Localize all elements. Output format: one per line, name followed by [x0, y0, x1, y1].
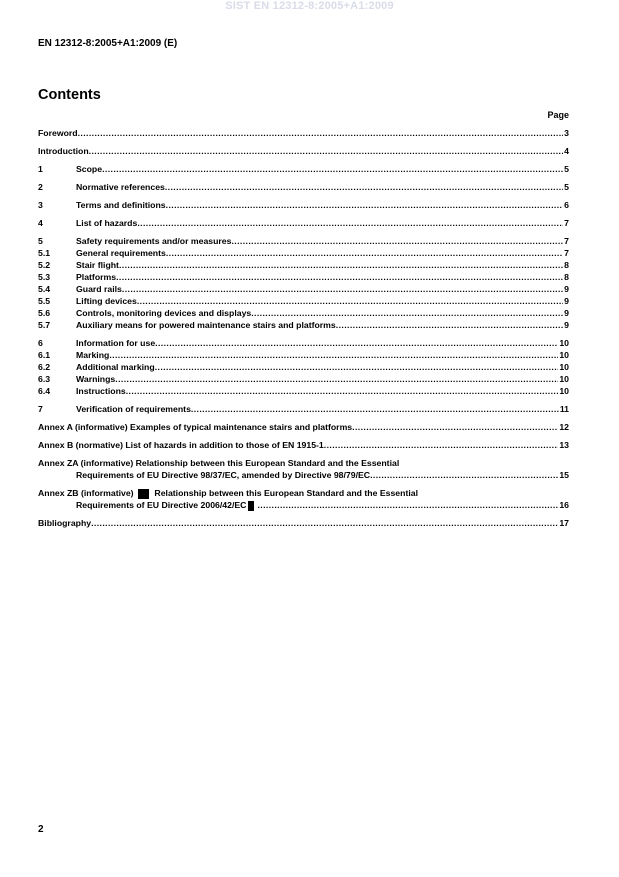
toc-entry-safety-requirements[interactable]	[38, 235, 569, 247]
toc-entry-page: 3	[564, 128, 569, 138]
toc-entry-stair-flight[interactable]	[38, 259, 569, 271]
toc-entry-terms-definitions[interactable]	[38, 199, 569, 211]
toc-entry-lifting-devices[interactable]	[38, 295, 569, 307]
toc-entry-page: 7	[564, 248, 569, 258]
toc-entry-number: 6	[38, 338, 43, 348]
toc-entry-text: List of hazards	[76, 218, 138, 228]
toc-entry-controls[interactable]	[38, 307, 569, 319]
dot-leader	[165, 181, 563, 193]
toc-entry-page: 9	[564, 284, 569, 294]
dot-leader	[166, 199, 564, 211]
dot-leader	[116, 271, 563, 283]
toc-entry-page: 12	[559, 422, 569, 432]
toc-entry-verification[interactable]	[38, 403, 569, 415]
toc-entry-page: 11	[559, 404, 569, 414]
dot-leader	[324, 439, 559, 451]
toc-entry-auxiliary-means[interactable]	[38, 319, 569, 331]
toc-entry-bibliography[interactable]	[38, 517, 569, 529]
toc-entry-text: Introduction	[38, 146, 89, 156]
watermark: SIST EN 12312-8:2005+A1:2009	[225, 0, 394, 12]
toc-entry-page: 9	[564, 296, 569, 306]
amendment-start-icon	[138, 489, 149, 499]
toc-entry-page: 5	[564, 182, 569, 192]
toc-entry-number: 6.2	[38, 362, 51, 372]
toc-entry-page: 4	[564, 146, 569, 156]
dot-leader	[89, 145, 563, 157]
toc-entry-page: 15	[559, 470, 569, 480]
dot-leader	[78, 127, 564, 139]
toc-entry-text: General requirements	[76, 248, 166, 258]
toc-entry-page: 5	[564, 164, 569, 174]
toc-entry-text: Stair flight	[76, 260, 119, 270]
toc-entry-page: 9	[564, 320, 569, 330]
toc-entry-page: 16	[559, 500, 569, 510]
dot-leader	[109, 349, 558, 361]
toc-entry-text: Relationship between this European Standard and the Essential	[154, 488, 418, 498]
toc-entry-warnings[interactable]	[38, 373, 569, 385]
dot-leader	[336, 319, 563, 331]
toc-entry-text: Annex B (normative) List of hazards in addition to those of EN 1915-1	[38, 440, 324, 450]
contents-title: Contents	[38, 87, 101, 103]
toc-entry-instructions[interactable]	[38, 385, 569, 397]
dot-leader	[166, 247, 563, 259]
document-id-header: EN 12312-8:2005+A1:2009 (E)	[38, 38, 178, 49]
toc-entry-text: Lifting devices	[76, 296, 137, 306]
toc-entry-list-of-hazards[interactable]	[38, 217, 569, 229]
toc-entry-guard-rails[interactable]	[38, 283, 569, 295]
toc-entry-text-continued: Requirements of EU Directive 2006/42/EC	[76, 500, 247, 510]
dot-leader	[122, 283, 563, 295]
page-number: 2	[38, 824, 44, 835]
dot-leader	[352, 421, 558, 433]
amendment-end-icon	[248, 501, 254, 511]
toc-entry-number: 4	[38, 218, 43, 228]
toc-entry-text: Scope	[76, 164, 103, 174]
toc-entry-text: Terms and definitions	[76, 200, 166, 210]
toc-entry-text: Annex ZA (informative) Relationship between this European Standard and the Essential	[38, 458, 400, 468]
toc-entry-scope[interactable]	[38, 163, 569, 175]
dot-leader	[191, 403, 559, 415]
dot-leader	[102, 163, 563, 175]
dot-leader	[231, 235, 563, 247]
toc-entry-text: Controls, monitoring devices and displays	[76, 308, 252, 318]
toc-entry-text: Additional marking	[76, 362, 155, 372]
toc-entry-normative-references[interactable]	[38, 181, 569, 193]
dot-leader	[155, 361, 559, 373]
toc-entry-text: Auxiliary means for powered maintenance stairs and platforms	[76, 320, 336, 330]
toc-entry-number: 6.3	[38, 374, 51, 384]
toc-entry-number: 2	[38, 182, 43, 192]
toc-entry-text: Instructions	[76, 386, 126, 396]
dot-leader	[115, 373, 558, 385]
toc-entry-text-continued: Requirements of EU Directive 98/37/EC, amended by Directive 98/79/EC	[76, 470, 371, 480]
table-of-contents	[38, 127, 569, 529]
toc-entry-number: 5.4	[38, 284, 51, 294]
toc-entry-text: Normative references	[76, 182, 165, 192]
toc-entry-introduction[interactable]	[38, 145, 569, 157]
toc-entry-page: 10	[559, 374, 569, 384]
toc-entry-text: Warnings	[76, 374, 116, 384]
toc-entry-text: Marking	[76, 350, 110, 360]
dot-leader	[155, 337, 558, 349]
toc-entry-additional-marking[interactable]	[38, 361, 569, 373]
toc-entry-number: 6.4	[38, 386, 51, 396]
toc-entry-platforms[interactable]	[38, 271, 569, 283]
toc-entry-number: 5.1	[38, 248, 51, 258]
toc-entry-page: 6	[564, 200, 569, 210]
toc-entry-number: 7	[38, 404, 43, 414]
toc-entry-number: 3	[38, 200, 43, 210]
toc-entry-page: 8	[564, 260, 569, 270]
toc-entry-number: 5.3	[38, 272, 51, 282]
toc-entry-number: 1	[38, 164, 43, 174]
toc-entry-text: Platforms	[76, 272, 117, 282]
toc-entry-text: Annex A (informative) Examples of typical maintenance stairs and platforms	[38, 422, 353, 432]
toc-entry-annex-za[interactable]	[38, 457, 569, 481]
toc-entry-annex-zb[interactable]	[38, 487, 569, 511]
toc-entry-number: 5	[38, 236, 43, 246]
toc-entry-page: 10	[559, 338, 569, 348]
dot-leader	[137, 295, 563, 307]
toc-entry-page: 17	[559, 518, 569, 528]
toc-entry-annex-a[interactable]	[38, 421, 569, 433]
toc-entry-text: Foreword	[38, 128, 78, 138]
toc-entry-page: 9	[564, 308, 569, 318]
toc-entry-general-requirements[interactable]	[38, 247, 569, 259]
toc-entry-text: Information for use	[76, 338, 156, 348]
toc-entry-number: 5.7	[38, 320, 51, 330]
dot-leader	[126, 385, 559, 397]
toc-entry-number: 5.5	[38, 296, 51, 306]
toc-entry-page: 7	[564, 236, 569, 246]
toc-entry-page: 7	[564, 218, 569, 228]
toc-entry-page: 10	[559, 350, 569, 360]
dot-leader	[370, 469, 558, 481]
toc-entry-information-for-use[interactable]	[38, 337, 569, 349]
toc-entry-number: 5.6	[38, 308, 51, 318]
toc-entry-page: 10	[559, 362, 569, 372]
toc-entry-page: 13	[559, 440, 569, 450]
page-column-label: Page	[547, 110, 569, 120]
toc-entry-prefix: Annex ZB (informative)	[38, 488, 134, 498]
toc-entry-text: Safety requirements and/or measures	[76, 236, 232, 246]
toc-entry-foreword[interactable]	[38, 127, 569, 139]
dot-leader	[251, 307, 563, 319]
toc-entry-text: Bibliography	[38, 518, 92, 528]
toc-entry-annex-b[interactable]	[38, 439, 569, 451]
dot-leader	[257, 499, 558, 511]
toc-entry-page: 10	[559, 386, 569, 396]
dot-leader	[91, 517, 558, 529]
toc-entry-page: 8	[564, 272, 569, 282]
toc-entry-text: Verification of requirements	[76, 404, 191, 414]
dot-leader	[137, 217, 563, 229]
dot-leader	[119, 259, 563, 271]
toc-entry-number: 5.2	[38, 260, 51, 270]
toc-entry-number: 6.1	[38, 350, 51, 360]
toc-entry-text: Guard rails	[76, 284, 122, 294]
toc-entry-marking[interactable]	[38, 349, 569, 361]
